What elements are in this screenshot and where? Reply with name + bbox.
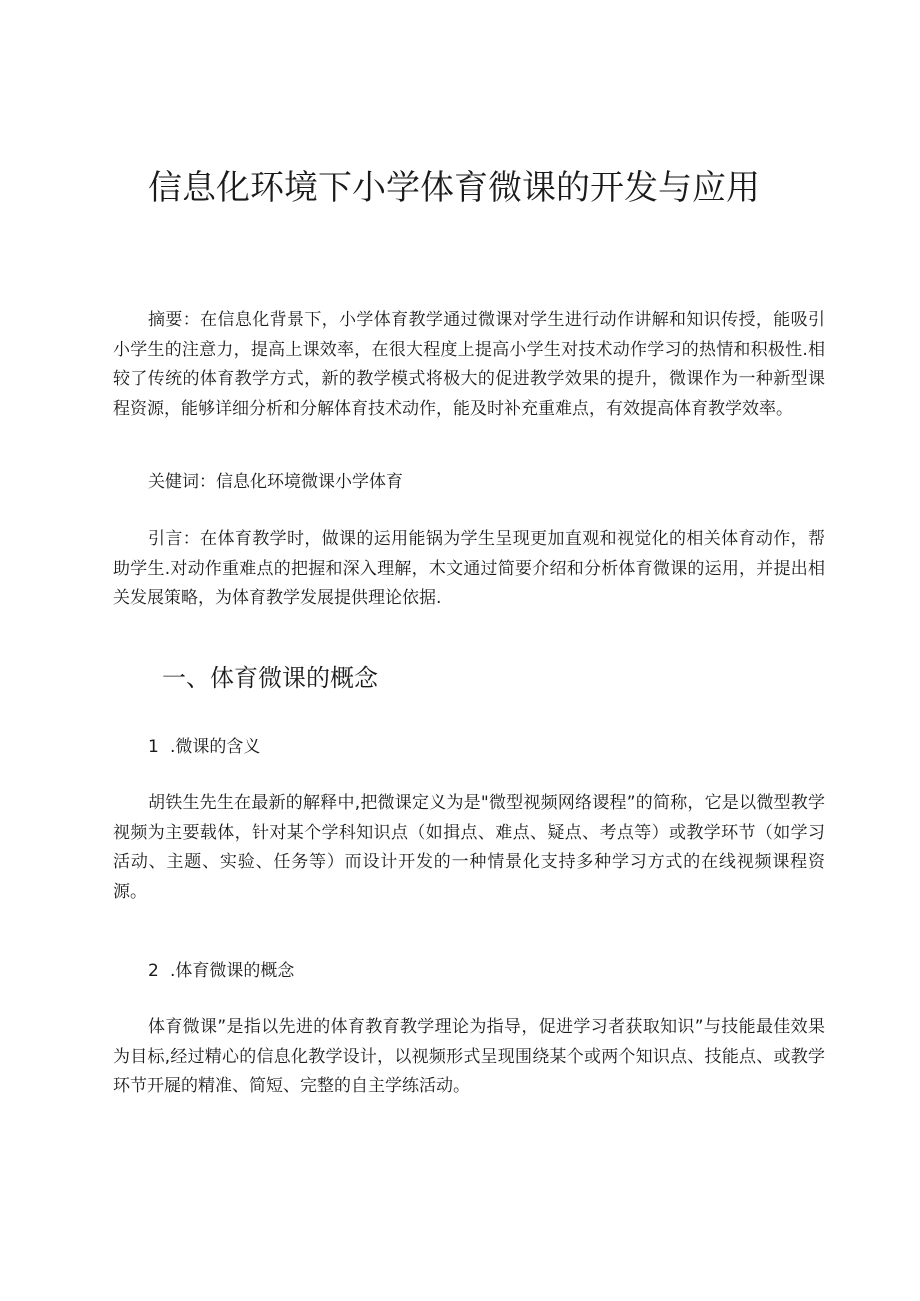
subsection-number: 2 [148,961,159,981]
subsection-title: .体育微课的概念 [170,961,295,981]
subsection-number: 1 [148,737,159,757]
subsection-heading [148,957,294,987]
subsection-heading [148,733,260,763]
subsection-body: 体育微课”是指以先进的体育教育教学理论为指导，促进学习者获取知识”与技能最佳效果为目标,经过精心的信息化教学设计，以视频形式呈现围绕某个或两个知识点、技能点、或教学环节开屣的精准、简短、完整的自主学练活动。 [113,1017,825,1096]
document-title: 信息化环境下小学体育微课的开发与应用 [148,168,760,208]
subsection-title: .微课的含义 [170,737,261,757]
abstract-paragraph: 摘要：在信息化背景下，小学体育教学通过微课对学生进行动作讲解和知识传授，能吸引小学生的注意力，提高上课效率，在很大程度上提高小学生对技术动作学习的热情和积极性.相较了传统的体育教学方式，新的教学模式将极大的促进教学效果的提升，微课作为一种新型课程资源，能够详细分析和分解体育技术动作，能及时补充重难点，有效提高体育教学效率。 [113,310,825,419]
introduction-paragraph: 引言：在体育教学时，做课的运用能锅为学生呈现更加直观和视觉化的相关体育动作，帮助学生.对动作重难点的把握和深入理解，木文通过简要介绍和分析体育微课的运用，并提出相关发展策略，为体育教学发展提供理论依据. [113,529,825,608]
subsection-body: 胡铁生先生在最新的解释中,把微课定义为是"微型视频网络谡程”的简称，它是以微型教学视频为主要载体，针对某个学科知识点（如揖点、难点、疑点、考点等）或教学环节（如学习活动、主题、实验、任务等）而设计开发的一种情景化支持多种学习方式的在线视频课程资源。 [113,793,825,902]
keywords-line: 关健词：信息化环境微课小学体育 [148,472,403,492]
section-heading: 一、体育微课的概念 [162,664,378,692]
